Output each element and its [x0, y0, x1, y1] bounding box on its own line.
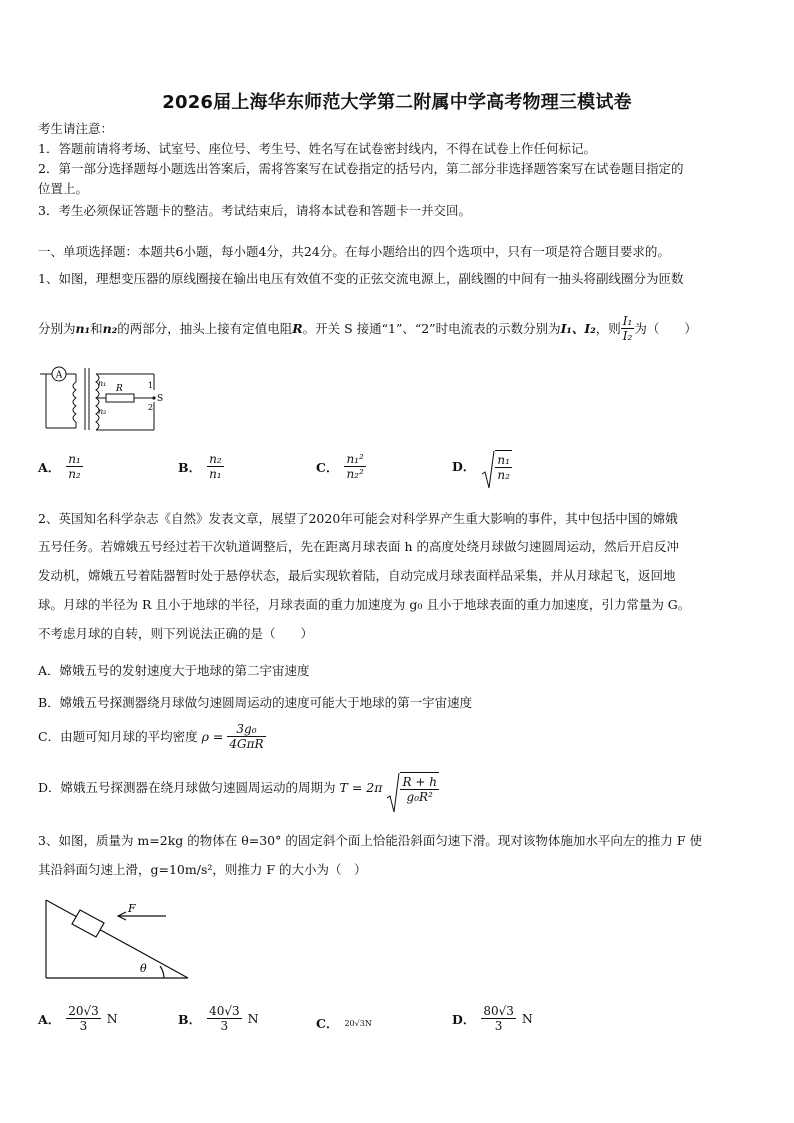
notice-item: 1．答题前请将考场、试室号、座位号、考生号、姓名写在试卷密封线内，不得在试卷上作任何标记。	[38, 141, 596, 156]
q2-stem-line: 球。月球的半径为 R 且小于地球的半径，月球表面的重力加速度为 g₀ 且小于地球表面的重力加速度，引力常量为 G。	[38, 597, 691, 612]
resistor-label: R	[116, 384, 123, 394]
q2-option-c[interactable]: C．由题可知月球的平均密度 ρ = $\frac{\text{3g₀}}{\text{4GπR}}$	[38, 722, 264, 751]
q1-stem-line: 1、如图，理想变压器的原线圈接在输出电压有效值不变的正弦交流电源上，副线圈的中间有一抽头将副线圈分为匝数	[38, 271, 684, 286]
q2-option-a[interactable]: A．嫦娥五号的发射速度大于地球的第二宇宙速度	[38, 663, 310, 678]
force-label: F	[128, 902, 136, 915]
q2-stem-line: 发动机，嫦娥五号着陆器暂时处于悬停状态，最后实现软着陆，自动完成月球表面样品采集，并从月球起飞，返回地	[38, 568, 676, 583]
sqrt-symbol: $\frac{R + h}{\text{g₀R²}}$	[386, 772, 438, 804]
q2-stem-line: 五号任务。若嫦娥五号经过若干次轨道调整后，先在距离月球表面 h 的高度处绕月球做匀速圆周运动，然后开启反冲	[38, 539, 679, 554]
terminal-2-label: 2	[148, 403, 154, 412]
incline-diagram	[40, 892, 200, 984]
coil-n2-label: n₂	[98, 407, 107, 416]
angle-label: θ	[140, 962, 147, 975]
density-fraction: $\frac{\text{3g₀}}{\text{4GπR}}$	[229, 722, 264, 751]
radical-sign	[481, 450, 495, 490]
radical-sign	[386, 772, 400, 814]
notice-heading: 考生请注意：	[38, 121, 114, 136]
section-heading: 一、单项选择题：本题共6小题，每小题4分，共24分。在每小题给出的四个选项中，只有一项是符合题目要求的。	[38, 244, 670, 259]
q2-option-d[interactable]: D．嫦娥五号探测器在绕月球做匀速圆周运动的周期为 T = 2π $\frac{R + h}{\text{g₀R²}}$	[38, 772, 439, 804]
q3-option-b[interactable]: B． $\frac{40√3}{3}$ N	[178, 1004, 259, 1033]
q1-stem-line: 分别为 n₁ 和 n₂ 的两部分，抽头上接有定值电阻 R 。开关 S 接通“1”、“2”时电流表的示数分别为 I₁、I₂ ，则 $\frac{\text{I₁}}{\text{I₂}}$ 为（ ）	[38, 314, 697, 343]
transformer-circuit-diagram	[36, 360, 166, 432]
q1-option-b[interactable]: B． $\frac{\text{n₂}}{\text{n₁}}$	[178, 452, 222, 481]
terminal-1-label: 1	[148, 381, 154, 390]
q2-stem-line: 不考虑月球的自转，则下列说法正确的是（ ）	[38, 626, 314, 641]
q3-stem-line: 其沿斜面匀速上滑，g=10m/s²，则推力 F 的大小为（ ）	[38, 862, 367, 877]
ammeter-label: A	[55, 370, 63, 381]
notice-item: 3．考生必须保证答题卡的整洁。考试结束后，请将本试卷和答题卡一并交回。	[38, 203, 471, 218]
page-title: 2026届上海华东师范大学第二附属中学高考物理三模试卷	[162, 92, 632, 113]
sqrt-symbol: $\frac{\text{n₁}}{\text{n₂}}$	[481, 450, 512, 482]
q1-option-c[interactable]: C． $\frac{\text{n₁²}}{\text{n₂²}}$	[316, 452, 364, 481]
notice-item: 位置上。	[38, 181, 89, 196]
coil-n1-label: n₁	[98, 379, 107, 388]
q3-stem-line: 3、如图，质量为 m=2kg 的物体在 θ=30° 的固定斜个面上恰能沿斜面匀速下滑。现对该物体施加水平向左的推力 F 使	[38, 833, 702, 848]
notice-item: 2．第一部分选择题每小题选出答案后，需将答案写在试卷指定的括号内，第二部分非选择题答案写在试卷题目指定的	[38, 161, 684, 176]
q3-option-c[interactable]: C． 20√3N	[316, 1016, 372, 1031]
switch-label: S	[157, 394, 164, 404]
q1-option-d[interactable]: D． $\frac{\text{n₁}}{\text{n₂}}$	[452, 450, 512, 482]
q1-option-a[interactable]: A． $\frac{\text{n₁}}{\text{n₂}}$	[38, 452, 81, 481]
q2-stem-line: 2、英国知名科学杂志《自然》发表文章，展望了2020年可能会对科学界产生重大影响的事件，其中包括中国的嫦娥	[38, 511, 678, 526]
q3-option-d[interactable]: D． $\frac{80√3}{3}$ N	[452, 1004, 533, 1033]
q3-option-a[interactable]: A． $\frac{20√3}{3}$ N	[38, 1004, 118, 1033]
q2-option-b[interactable]: B．嫦娥五号探测器绕月球做匀速圆周运动的速度可能大于地球的第一宇宙速度	[38, 695, 473, 710]
q1-ratio-fraction: $\frac{\text{I₁}}{\text{I₂}}$	[622, 314, 633, 343]
